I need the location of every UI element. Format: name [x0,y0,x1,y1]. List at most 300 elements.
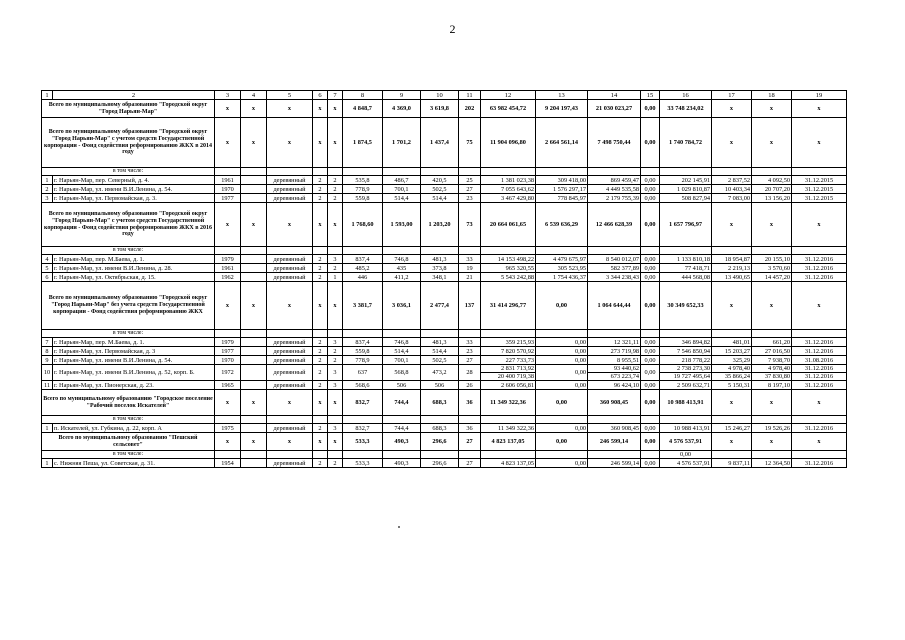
year-cell: 1970 [215,185,241,194]
row-number: 9 [42,356,53,365]
table-cell [241,381,267,390]
value-cell: 0,00 [641,273,660,282]
table-cell [421,330,459,338]
value-cell: 31.12.2015 [792,185,847,194]
scan-speck [398,526,400,528]
split-cell [660,365,712,381]
table-row [42,273,847,282]
value-cell: 746,8 [383,338,421,347]
entrances-cell: 2 [328,185,343,194]
subtotal-value: 36 [459,390,481,416]
value-cell: 28 [459,365,481,381]
column-number: 18 [752,91,792,100]
column-number: 13 [536,91,588,100]
value-cell: 1 133 810,18 [660,255,712,264]
value-cell: 700,1 [383,356,421,365]
value-cell: 33 [459,255,481,264]
split-cell-line: 93 440,62 [588,365,640,373]
table-cell [641,330,660,338]
value-cell: 4 823 137,05 [481,459,536,468]
subtotal-value: x [215,203,241,247]
subtotal-value: 3 619,8 [421,100,459,118]
address-cell: с. Нижняя Пеша, ул. Советская, д. 31. [53,459,215,468]
subtotal-value: 33 748 234,02 [660,100,712,118]
material-cell: деревянный [267,459,313,468]
table-cell [241,424,267,433]
table-row [42,381,847,390]
entrances-cell: 2 [328,347,343,356]
floors-cell: 2 [313,176,328,185]
table-cell [421,168,459,176]
value-cell: 0,00 [536,459,588,468]
table-cell [660,168,712,176]
split-cell-line: 37 830,80 [764,373,790,380]
table-cell [328,416,343,424]
value-cell: 0,00 [641,459,660,468]
value-cell: 2 606 056,81 [481,381,536,390]
table-cell [241,168,267,176]
table-row [42,347,847,356]
page-number: 2 [449,22,456,36]
value-cell: 502,5 [421,356,459,365]
year-cell: 1962 [215,273,241,282]
address-cell: г. Нарьян-Мар, ул. имени В.И.Ленина, д. 28. [53,264,215,273]
subtotal-value: x [712,100,752,118]
floors-cell: 2 [313,381,328,390]
value-cell: 23 [459,347,481,356]
subtotal-value: 4 848,7 [343,100,383,118]
value-cell: 535,8 [343,176,383,185]
table-cell [313,168,328,176]
subtotal-value: 0,00 [641,203,660,247]
table-cell [241,451,267,459]
year-cell: 1977 [215,347,241,356]
subtotal-value: 21 030 023,27 [588,100,641,118]
year-cell: 1961 [215,264,241,273]
address-cell: г. Нарьян-Мар, ул. имени В.И.Ленина, д. 52, корп. Б. [53,365,215,381]
value-cell: 31.12.2016 [792,264,847,273]
table-cell [267,330,313,338]
value-cell: 3 467 429,80 [481,194,536,203]
table-cell [641,416,660,424]
value-cell: 14 457,20 [752,273,792,282]
value-cell: 20 707,20 [752,185,792,194]
value-cell: 435 [383,264,421,273]
entrances-cell: 3 [328,365,343,381]
value-cell: 514,4 [383,347,421,356]
subtotal-value: x [215,390,241,416]
subtotal-value: x [712,282,752,330]
subtotal-value: 0,00 [536,390,588,416]
including-label: в том числе: [42,247,215,255]
value-cell: 5 150,31 [712,381,752,390]
value-cell: 227 733,73 [481,356,536,365]
subtotal-value: x [792,433,847,451]
subtotal-value: x [792,282,847,330]
subtotal-value: 744,4 [383,390,421,416]
material-cell: деревянный [267,381,313,390]
value-cell: 1 029 810,87 [660,185,712,194]
value-cell: 0,00 [641,365,660,381]
value-cell: 7 083,00 [712,194,752,203]
row-number: 1 [42,176,53,185]
split-cell-line: 31.12.2016 [804,373,834,380]
subtotal-value: 9 204 197,43 [536,100,588,118]
value-cell: 506 [421,381,459,390]
subtotal-value: 202 [459,100,481,118]
value-cell: 7 546 850,94 [660,347,712,356]
row-number: 10 [42,365,53,381]
subtotal-value: 1 437,4 [421,118,459,168]
value-cell: 4 092,50 [752,176,792,185]
column-number: 6 [313,91,328,100]
table-cell [343,330,383,338]
column-number: 5 [267,91,313,100]
split-cell-line: 2 831 713,92 [481,365,535,373]
column-number: 3 [215,91,241,100]
including-row [42,247,847,255]
value-cell: 10 403,34 [712,185,752,194]
subtotal-value: 1 701,2 [383,118,421,168]
table-cell [241,338,267,347]
table-cell [241,356,267,365]
value-cell: 8 955,51 [588,356,641,365]
table-cell [343,416,383,424]
year-cell: 1970 [215,356,241,365]
value-cell: 309 418,00 [536,176,588,185]
value-cell: 77 418,71 [660,264,712,273]
subtotal-row [42,100,847,118]
table-cell [328,247,343,255]
entrances-cell: 2 [328,194,343,203]
split-cell [588,365,641,381]
value-cell: 0,00 [641,424,660,433]
split-cell-line: 673 223,74 [610,373,639,380]
table-cell [215,451,241,459]
subtotal-label: Всего по муниципальному образованию "Городской округ "Город Нарьян-Мар" [42,100,215,118]
material-cell: деревянный [267,338,313,347]
value-cell: 778,9 [343,185,383,194]
value-cell: 4 479 675,97 [536,255,588,264]
subtotal-value: x [792,100,847,118]
value-cell: 13 490,65 [712,273,752,282]
floors-cell: 2 [313,347,328,356]
subtotal-value: x [328,282,343,330]
value-cell: 31.12.2015 [792,194,847,203]
value-cell: 778,9 [343,356,383,365]
subtotal-row [42,433,847,451]
subtotal-label: Всего по муниципальному образованию "Пешский сельсовет" [42,433,215,451]
value-cell: 31.12.2016 [792,424,847,433]
subtotal-value: x [241,100,267,118]
subtotal-value: 2 664 561,14 [536,118,588,168]
table-cell [241,273,267,282]
material-cell: деревянный [267,194,313,203]
table-cell [712,330,752,338]
split-cell [712,365,752,381]
entrances-cell: 1 [328,273,343,282]
value-cell: 746,8 [383,255,421,264]
value-cell: 4 449 535,58 [588,185,641,194]
subtotal-value: x [712,390,752,416]
table-cell [241,330,267,338]
subtotal-value: 10 988 413,91 [660,390,712,416]
value-cell: 14 153 498,22 [481,255,536,264]
value-cell: 18 954,87 [712,255,752,264]
table-cell [588,168,641,176]
subtotal-value: x [792,390,847,416]
split-cell-line: 31.12.2016 [792,365,846,373]
table-cell [792,168,847,176]
row-number: 8 [42,347,53,356]
row-number: 2 [42,185,53,194]
value-cell: 778 845,97 [536,194,588,203]
value-cell: 837,4 [343,255,383,264]
value-cell: 1 576 297,17 [536,185,588,194]
table-cell [712,416,752,424]
table-cell [588,451,641,459]
table-cell [383,247,421,255]
material-cell: деревянный [267,273,313,282]
value-cell: 8 540 012,07 [588,255,641,264]
value-cell: 0,00 [641,264,660,273]
column-number: 12 [481,91,536,100]
split-cell-line: 35 866,24 [724,373,750,380]
value-cell: 0,00 [641,338,660,347]
value-cell: 27 [459,459,481,468]
subtotal-value: x [328,433,343,451]
subtotal-value: 1 203,20 [421,203,459,247]
subtotal-value: 0,00 [536,282,588,330]
value-cell: 19 526,26 [752,424,792,433]
subtotal-row [42,203,847,247]
value-cell: 490,3 [383,459,421,468]
subtotal-value: x [267,100,313,118]
value-cell: 359 215,93 [481,338,536,347]
column-number: 10 [421,91,459,100]
year-cell: 1977 [215,194,241,203]
value-cell: 0,00 [641,194,660,203]
value-cell: 486,7 [383,176,421,185]
table-cell [421,451,459,459]
material-cell: деревянный [267,365,313,381]
table-row [42,424,847,433]
subtotal-value: 6 539 636,29 [536,203,588,247]
value-cell: 446 [343,273,383,282]
value-cell: 568,6 [343,381,383,390]
table-cell [712,168,752,176]
entrances-cell: 2 [328,356,343,365]
floors-cell: 2 [313,264,328,273]
table-cell [215,330,241,338]
value-cell: 21 [459,273,481,282]
subtotal-value: 296,6 [421,433,459,451]
column-number: 1 [42,91,53,100]
value-cell: 514,4 [421,194,459,203]
value-cell: 31.12.2016 [792,273,847,282]
value-cell: 3 344 238,43 [588,273,641,282]
table-row [42,338,847,347]
table-cell [588,416,641,424]
table-cell [383,330,421,338]
subtotal-value: x [752,282,792,330]
subtotal-value: 7 498 750,44 [588,118,641,168]
subtotal-value: x [752,390,792,416]
subtotal-value: 0,00 [641,433,660,451]
table-cell [241,347,267,356]
table-cell [536,330,588,338]
subtotal-value: x [752,118,792,168]
split-cell-line: 20 400 719,38 [497,373,534,380]
floors-cell: 2 [313,338,328,347]
table-cell [536,247,588,255]
table-cell [267,168,313,176]
value-cell: 20 155,10 [752,255,792,264]
value-cell: 481,01 [712,338,752,347]
table-cell [459,247,481,255]
value-cell: 23 [459,194,481,203]
value-cell: 296,6 [421,459,459,468]
entrances-cell: 3 [328,381,343,390]
row-number: 7 [42,338,53,347]
table-cell [241,255,267,264]
value-cell: 420,5 [421,176,459,185]
subtotal-value: x [241,433,267,451]
value-cell: 473,2 [421,365,459,381]
subtotal-value: 73 [459,203,481,247]
table-cell [481,451,536,459]
subtotal-value: 12 466 628,39 [588,203,641,247]
subtotal-value: 3 036,1 [383,282,421,330]
entrances-cell: 3 [328,424,343,433]
value-cell: 744,4 [383,424,421,433]
table-cell [588,330,641,338]
value-cell: 869 459,47 [588,176,641,185]
table-row [42,255,847,264]
table-cell [588,247,641,255]
value-cell: 481,3 [421,338,459,347]
table-cell [752,451,792,459]
table-cell [241,416,267,424]
column-number: 14 [588,91,641,100]
address-cell: г. Нарьян-Мар, ул. Первомайская, д. 3 [53,347,215,356]
subtotal-row [42,118,847,168]
subtotal-value: x [215,433,241,451]
value-cell: 481,3 [421,255,459,264]
subtotal-value: 30 349 652,33 [660,282,712,330]
material-cell: деревянный [267,356,313,365]
value-cell: 2 837,52 [712,176,752,185]
row-number: 4 [42,255,53,264]
value-cell: 96 424,10 [588,381,641,390]
subtotal-value: x [267,282,313,330]
material-cell: деревянный [267,424,313,433]
table-cell [313,330,328,338]
table-cell [792,330,847,338]
table-row [42,365,847,381]
value-cell: 31.12.2016 [792,255,847,264]
value-cell: 31.12.2016 [792,338,847,347]
table-cell [481,247,536,255]
value-cell: 508 827,94 [660,194,712,203]
subtotal-value: 1 064 644,44 [588,282,641,330]
column-number: 9 [383,91,421,100]
subtotal-value: 0,00 [641,390,660,416]
subtotal-value: x [328,390,343,416]
table-cell [267,451,313,459]
subtotal-value: x [267,433,313,451]
entrances-cell: 3 [328,255,343,264]
including-row [42,168,847,176]
value-cell: 15 246,27 [712,424,752,433]
subtotal-value: x [241,118,267,168]
subtotal-value: x [313,100,328,118]
row-number: 1 [42,424,53,433]
subtotal-value: 11 904 096,80 [481,118,536,168]
subtotal-row [42,282,847,330]
row-number: 6 [42,273,53,282]
table-cell [660,330,712,338]
subtotal-value: x [712,203,752,247]
column-number: 2 [53,91,215,100]
value-cell: 5 543 242,88 [481,273,536,282]
table-cell [459,330,481,338]
subtotal-value: x [215,282,241,330]
row-number: 1 [42,459,53,468]
value-cell: 637 [343,365,383,381]
column-number: 19 [792,91,847,100]
entrances-cell: 2 [328,176,343,185]
year-cell: 1961 [215,176,241,185]
value-cell: 202 145,91 [660,176,712,185]
table-cell [481,330,536,338]
value-cell: 568,8 [383,365,421,381]
value-cell: 411,2 [383,273,421,282]
floors-cell: 2 [313,424,328,433]
subtotal-value: x [792,203,847,247]
floors-cell: 2 [313,185,328,194]
value-cell: 36 [459,424,481,433]
row-number: 11 [42,381,53,390]
value-cell: 559,8 [343,194,383,203]
table-cell [641,247,660,255]
table-cell [459,416,481,424]
table-cell [267,247,313,255]
value-cell: 15 203,27 [712,347,752,356]
table-row [42,264,847,273]
address-cell: г. Нарьян-Мар, пер. М.Баева, д. 1. [53,255,215,264]
value-cell: 27 016,50 [752,347,792,356]
value-cell: 12 364,50 [752,459,792,468]
value-cell: 506 [383,381,421,390]
value-cell: 26 [459,381,481,390]
value-cell: 9 837,11 [712,459,752,468]
table-cell [712,451,752,459]
including-row [42,330,847,338]
address-cell: г. Нарьян-Мар, ул. имени В.И.Ленина, д. 54. [53,185,215,194]
value-cell: 33 [459,338,481,347]
value-cell: 27 [459,356,481,365]
table-cell [241,247,267,255]
value-cell: 0,00 [536,381,588,390]
subtotal-value: x [313,203,328,247]
table-cell [313,416,328,424]
subtotal-value: 490,3 [383,433,421,451]
value-cell: 7 820 570,92 [481,347,536,356]
subtotal-label: Всего по муниципальному образованию "Городской округ "Город Нарьян-Мар" с учетом средств Государственной корпорации - Фонд содействия реформированию ЖКХ в 2016 году [42,203,215,247]
value-cell: 7 055 643,62 [481,185,536,194]
value-cell: 25 [459,176,481,185]
